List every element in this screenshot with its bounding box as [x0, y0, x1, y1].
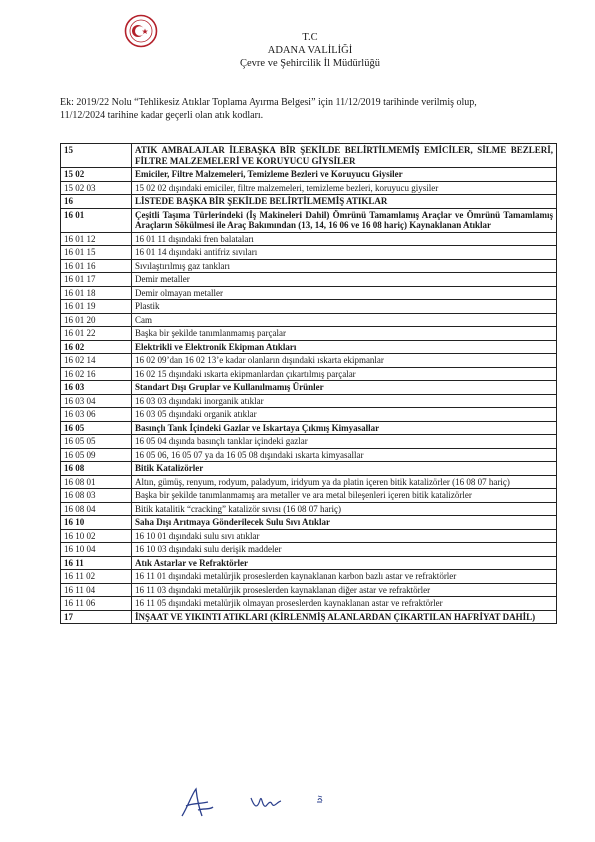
table-row — [61, 408, 557, 422]
waste-description-cell: Demir metaller — [132, 273, 557, 287]
intro-line-1: Ek: 2019/22 Nolu “Tehlikesiz Atıklar Toplama Ayırma Belgesi” için 11/12/2019 tarihinde verilmiş olup, — [60, 97, 477, 108]
waste-description-cell: Basınçlı Tank İçindeki Gazlar ve Iskartaya Çıkmış Kimyasallar — [132, 421, 557, 435]
waste-code-cell: 16 08 04 — [61, 502, 132, 516]
table-row — [61, 300, 557, 314]
waste-description-cell: 16 02 09’dan 16 02 13’e kadar olanların dışındaki ıskarta ekipmanlar — [132, 354, 557, 368]
table-row — [61, 502, 557, 516]
waste-code-cell: 17 — [61, 610, 132, 624]
table-section-row — [61, 168, 557, 182]
waste-code-cell: 16 01 12 — [61, 232, 132, 246]
signature-icon — [178, 786, 216, 820]
waste-description-cell: 16 10 03 dışındaki sulu derişik maddeler — [132, 543, 557, 557]
waste-description-cell: Emiciler, Filtre Malzemeleri, Temizleme Bezleri ve Koruyucu Giysiler — [132, 168, 557, 182]
institution-header — [220, 31, 400, 70]
table-row — [61, 597, 557, 611]
table-section-row — [61, 462, 557, 476]
waste-code-cell: 16 08 — [61, 462, 132, 476]
waste-code-cell: 16 11 02 — [61, 570, 132, 584]
table-section-row — [61, 421, 557, 435]
table-row — [61, 327, 557, 341]
waste-code-cell: 16 11 06 — [61, 597, 132, 611]
waste-description-cell: 16 02 15 dışındaki ıskarta ekipmanlardan çıkartılmış parçalar — [132, 367, 557, 381]
waste-code-cell: 16 03 06 — [61, 408, 132, 422]
waste-code-cell: 16 08 03 — [61, 489, 132, 503]
table-row — [61, 435, 557, 449]
waste-code-cell: 16 11 — [61, 556, 132, 570]
waste-description-cell: İNŞAAT VE YIKINTI ATIKLARI (KİRLENMİŞ ALANLARDAN ÇIKARTILAN HAFRİYAT DAHİL) — [132, 610, 557, 624]
waste-description-cell: 16 11 03 dışındaki metalürjik proseslerden kaynaklanan diğer astar ve refraktörler — [132, 583, 557, 597]
table-section-row — [61, 340, 557, 354]
waste-description-cell: ATIK AMBALAJLAR İLEBAŞKA BİR ŞEKİLDE BELİRTİLMEMİŞ EMİCİLER, SİLME BEZLERİ, FİLTRE MALZEMELERİ VE KORUYUCU GİYSİLER — [132, 144, 557, 168]
table-row — [61, 583, 557, 597]
waste-code-cell: 16 01 16 — [61, 259, 132, 273]
waste-description-cell: Bitik Katalizörler — [132, 462, 557, 476]
table-row — [61, 313, 557, 327]
header-line-directorate: Çevre ve Şehircilik İl Müdürlüğü — [240, 58, 380, 69]
waste-description-cell: LİSTEDE BAŞKA BİR ŞEKİLDE BELİRTİLMEMİŞ ATIKLAR — [132, 195, 557, 209]
table-row — [61, 181, 557, 195]
signature-icon — [248, 792, 284, 814]
waste-description-cell: Başka bir şekilde tanımlanmamış ara metaller ve ara metal bileşenleri içeren bitik katalizörler — [132, 489, 557, 503]
waste-code-cell: 16 02 16 — [61, 367, 132, 381]
waste-code-cell: 16 01 22 — [61, 327, 132, 341]
waste-description-cell: Plastik — [132, 300, 557, 314]
ministry-seal-icon — [124, 14, 158, 48]
waste-description-cell: 16 01 14 dışındaki antifriz sıvıları — [132, 246, 557, 260]
waste-description-cell: Bitik katalitik “cracking” katalizör sıvısı (16 08 07 hariç) — [132, 502, 557, 516]
waste-code-cell: 16 01 15 — [61, 246, 132, 260]
header-line-tc: T.C — [302, 32, 318, 43]
intro-paragraph — [60, 96, 560, 122]
table-section-row — [61, 144, 557, 168]
waste-description-cell: 16 03 03 dışındaki inorganik atıklar — [132, 394, 557, 408]
signature-icon — [316, 794, 324, 804]
waste-description-cell: 16 11 01 dışındaki metalürjik proseslerden kaynaklanan karbon bazlı astar ve refraktörler — [132, 570, 557, 584]
waste-code-cell: 16 05 — [61, 421, 132, 435]
waste-description-cell: 16 01 11 dışındaki fren balataları — [132, 232, 557, 246]
waste-description-cell: Elektrikli ve Elektronik Ekipman Atıkları — [132, 340, 557, 354]
table-row — [61, 543, 557, 557]
waste-code-cell: 16 01 17 — [61, 273, 132, 287]
waste-description-cell: Standart Dışı Gruplar ve Kullanılmamış Ürünler — [132, 381, 557, 395]
waste-code-cell: 16 01 19 — [61, 300, 132, 314]
waste-code-cell: 15 — [61, 144, 132, 168]
table-section-row — [61, 556, 557, 570]
table-row — [61, 529, 557, 543]
table-row — [61, 489, 557, 503]
waste-code-cell: 16 10 — [61, 516, 132, 530]
waste-code-cell: 16 05 05 — [61, 435, 132, 449]
waste-code-cell: 16 03 — [61, 381, 132, 395]
waste-description-cell: 15 02 02 dışındaki emiciler, filtre malzemeleri, temizleme bezleri, koruyucu giysiler — [132, 181, 557, 195]
waste-description-cell: Altın, gümüş, renyum, rodyum, paladyum, iridyum ya da platin içeren bitik katalizörler (16 08 07 hariç) — [132, 475, 557, 489]
table-row — [61, 448, 557, 462]
waste-code-cell: 15 02 — [61, 168, 132, 182]
waste-description-cell: Saha Dışı Arıtmaya Gönderilecek Sulu Sıvı Atıklar — [132, 516, 557, 530]
table-section-row — [61, 381, 557, 395]
table-section-row — [61, 610, 557, 624]
waste-code-cell: 16 01 — [61, 208, 132, 232]
table-row — [61, 246, 557, 260]
waste-code-cell: 16 08 01 — [61, 475, 132, 489]
table-row — [61, 367, 557, 381]
waste-code-cell: 15 02 03 — [61, 181, 132, 195]
table-row — [61, 394, 557, 408]
waste-description-cell: Başka bir şekilde tanımlanmamış parçalar — [132, 327, 557, 341]
table-row — [61, 475, 557, 489]
waste-code-cell: 16 01 18 — [61, 286, 132, 300]
waste-code-cell: 16 02 — [61, 340, 132, 354]
waste-description-cell: 16 10 01 dışındaki sulu sıvı atıklar — [132, 529, 557, 543]
table-section-row — [61, 195, 557, 209]
waste-code-cell: 16 10 04 — [61, 543, 132, 557]
waste-description-cell: 16 11 05 dışındaki metalürjik olmayan proseslerden kaynaklanan astar ve refraktörler — [132, 597, 557, 611]
waste-description-cell: 16 05 04 dışında basınçlı tanklar içindeki gazlar — [132, 435, 557, 449]
table-section-row — [61, 516, 557, 530]
waste-description-cell: Demir olmayan metaller — [132, 286, 557, 300]
waste-description-cell: 16 03 05 dışındaki organik atıklar — [132, 408, 557, 422]
waste-description-cell: Cam — [132, 313, 557, 327]
header-line-governorship: ADANA VALİLİĞİ — [267, 45, 353, 56]
table-section-row — [61, 208, 557, 232]
waste-description-cell: Çeşitli Taşıma Türlerindeki (İş Makineleri Dahil) Ömrünü Tamamlamış Araçlar ve Ömrünü Tamamlamış Araçların Sökülmesi ile Araç Bakımından (13, 14, 16 06 ve 16 08 hariç) Kaynaklanan Atıklar — [132, 208, 557, 232]
table-row — [61, 570, 557, 584]
waste-description-cell: Sıvılaştırılmış gaz tankları — [132, 259, 557, 273]
waste-code-cell: 16 10 02 — [61, 529, 132, 543]
waste-code-cell: 16 11 04 — [61, 583, 132, 597]
table-row — [61, 232, 557, 246]
table-row — [61, 259, 557, 273]
intro-line-2: 11/12/2024 tarihine kadar geçerli olan atık kodları. — [60, 110, 264, 121]
waste-code-cell: 16 05 09 — [61, 448, 132, 462]
waste-code-cell: 16 03 04 — [61, 394, 132, 408]
waste-code-table — [60, 143, 557, 624]
table-row — [61, 286, 557, 300]
waste-code-cell: 16 — [61, 195, 132, 209]
waste-description-cell: Atık Astarlar ve Refraktörler — [132, 556, 557, 570]
waste-code-cell: 16 01 20 — [61, 313, 132, 327]
waste-code-cell: 16 02 14 — [61, 354, 132, 368]
table-row — [61, 273, 557, 287]
waste-description-cell: 16 05 06, 16 05 07 ya da 16 05 08 dışındaki ıskarta kimyasallar — [132, 448, 557, 462]
table-row — [61, 354, 557, 368]
